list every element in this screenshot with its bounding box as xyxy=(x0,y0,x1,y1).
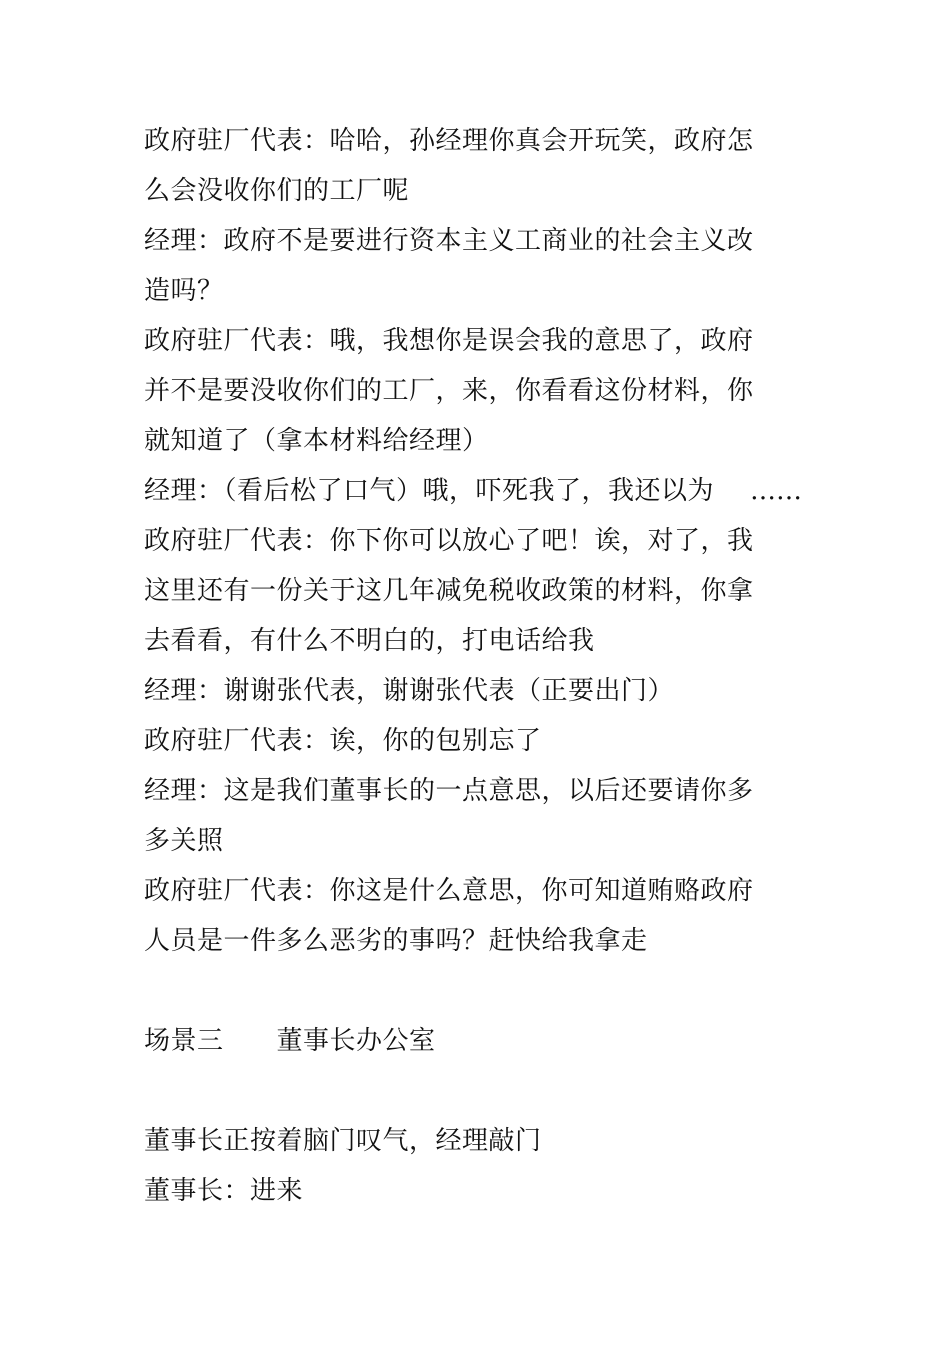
text-line: 多关照 xyxy=(144,826,224,856)
text-line: 并不是要没收你们的工厂，来，你看看这份材料，你 xyxy=(144,376,754,406)
text-line: 造吗？ xyxy=(144,276,224,306)
scene-heading: 场景三 董事长办公室 xyxy=(144,1026,436,1056)
text-line: 政府驻厂代表：哈哈，孙经理你真会开玩笑，政府怎 xyxy=(144,126,754,156)
text-line: 么会没收你们的工厂呢 xyxy=(144,176,410,206)
text-line: 政府驻厂代表：哦，我想你是误会我的意思了，政府 xyxy=(144,326,754,356)
text-line: 经理：（看后松了口气）哦，吓死我了，我还以为 xyxy=(144,476,715,506)
text-line: 这里还有一份关于这几年减免税收政策的材料，你拿 xyxy=(144,576,754,606)
text-line: 经理：政府不是要进行资本主义工商业的社会主义改 xyxy=(144,226,754,256)
text-line: 董事长：进来 xyxy=(144,1176,304,1206)
text-line: 就知道了（拿本材料给经理） xyxy=(144,426,489,456)
text-line: 去看看，有什么不明白的，打电话给我 xyxy=(144,626,595,656)
text-line: 人员是一件多么恶劣的事吗？赶快给我拿走 xyxy=(144,926,648,956)
text-line: 经理：这是我们董事长的一点意思，以后还要请你多 xyxy=(144,776,754,806)
text-line: 经理：谢谢张代表，谢谢张代表（正要出门） xyxy=(144,676,675,706)
text-line: 政府驻厂代表：你这是什么意思，你可知道贿赂政府 xyxy=(144,876,754,906)
text-line: 政府驻厂代表：诶，你的包别忘了 xyxy=(144,726,542,756)
text-line: 政府驻厂代表：你下你可以放心了吧！诶，对了，我 xyxy=(144,526,754,556)
text-line: 董事长正按着脑门叹气，经理敲门 xyxy=(144,1126,542,1156)
ellipsis-mark: …… xyxy=(750,476,802,506)
